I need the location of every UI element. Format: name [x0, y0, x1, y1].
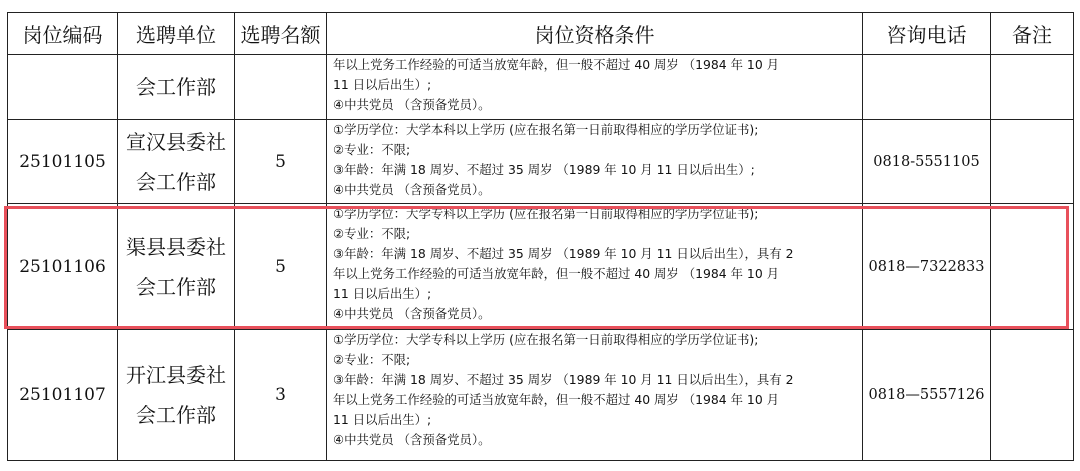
hiring-unit-line: 会工作部	[136, 75, 216, 99]
qualification-line: 11 日以后出生）;	[333, 77, 432, 92]
qualification-line: 年以上党务工作经验的可适当放宽年龄，但一般不超过 40 周岁 （1984 年 10 月	[333, 57, 780, 72]
qualification-line: ④中共党员 （含预备党员）。	[333, 306, 491, 321]
header-hiring-unit: 选聘单位	[118, 13, 235, 55]
positions-table	[7, 12, 1074, 461]
hiring-unit	[118, 330, 235, 461]
qualification-line: 11 日以后出生）;	[333, 412, 432, 427]
hiring-unit-line: 会工作部	[136, 403, 216, 427]
contact-phone: 0818—5557126	[863, 330, 991, 461]
hiring-unit-line: 渠县县委社	[126, 234, 226, 259]
hiring-unit-line: 会工作部	[136, 274, 216, 299]
header-position-code: 岗位编码	[8, 13, 118, 55]
qualification-line: ②专业：不限;	[333, 352, 411, 367]
header-note: 备注	[991, 13, 1074, 55]
qualification-line: ②专业：不限;	[333, 226, 411, 241]
quota	[235, 55, 327, 120]
header-phone: 咨询电话	[863, 13, 991, 55]
quota: 5	[235, 120, 327, 204]
header-qualifications: 岗位资格条件	[327, 13, 863, 55]
table-header-row	[8, 13, 1074, 55]
contact-phone	[863, 55, 991, 120]
table-row	[8, 55, 1074, 120]
hiring-unit-line: 会工作部	[136, 169, 216, 194]
hiring-unit	[118, 120, 235, 204]
qualifications	[327, 55, 863, 120]
note-cell	[991, 120, 1074, 204]
table-row	[8, 330, 1074, 461]
qualification-line: ①学历学位：大学专科以上学历 (应在报名第一日前取得相应的学历学位证书);	[333, 206, 759, 221]
position-code	[8, 55, 118, 120]
qualifications	[327, 120, 863, 204]
hiring-unit	[118, 55, 235, 120]
position-code: 25101105	[8, 120, 118, 204]
quota: 5	[235, 204, 327, 330]
qualification-line: ①学历学位：大学专科以上学历 (应在报名第一日前取得相应的学历学位证书);	[333, 332, 759, 347]
contact-phone: 0818-5551105	[863, 120, 991, 204]
position-code: 25101107	[8, 330, 118, 461]
quota: 3	[235, 330, 327, 461]
hiring-unit-line: 开江县委社	[126, 363, 226, 387]
qualification-line: ③年龄：年满 18 周岁、不超过 35 周岁 （1989 年 10 月 11 日以后出生），具有 2	[333, 246, 794, 261]
qualification-line: ④中共党员 （含预备党员）。	[333, 182, 491, 197]
table-row	[8, 204, 1074, 330]
qualifications	[327, 204, 863, 330]
contact-phone: 0818—7322833	[863, 204, 991, 330]
qualification-line: ③年龄：年满 18 周岁、不超过 35 周岁 （1989 年 10 月 11 日以后出生），具有 2	[333, 372, 794, 387]
qualification-line: ②专业：不限;	[333, 142, 411, 157]
hiring-unit	[118, 204, 235, 330]
header-quota: 选聘名额	[235, 13, 327, 55]
hiring-unit-line: 宣汉县委社	[126, 129, 226, 154]
qualification-line: ③年龄：年满 18 周岁、不超过 35 周岁 （1989 年 10 月 11 日以后出生）;	[333, 162, 755, 177]
note-cell	[991, 330, 1074, 461]
qualification-line: 11 日以后出生）;	[333, 286, 432, 301]
note-cell	[991, 55, 1074, 120]
position-code: 25101106	[8, 204, 118, 330]
qualification-line: 年以上党务工作经验的可适当放宽年龄，但一般不超过 40 周岁 （1984 年 10 月	[333, 266, 780, 281]
qualification-line: ④中共党员 （含预备党员）。	[333, 97, 491, 112]
qualification-line: ①学历学位：大学本科以上学历 (应在报名第一日前取得相应的学历学位证书);	[333, 122, 759, 137]
qualification-line: 年以上党务工作经验的可适当放宽年龄，但一般不超过 40 周岁 （1984 年 10 月	[333, 392, 780, 407]
qualification-line: ④中共党员 （含预备党员）。	[333, 432, 491, 447]
note-cell	[991, 204, 1074, 330]
table-row	[8, 120, 1074, 204]
qualifications	[327, 330, 863, 461]
